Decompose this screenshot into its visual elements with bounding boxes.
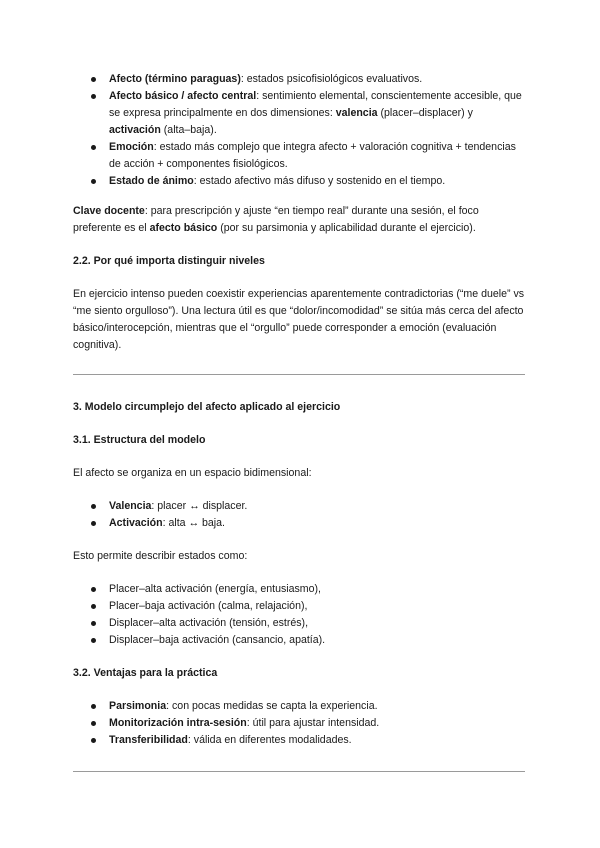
definition: : placer ↔ displacer. [151, 500, 248, 512]
section-heading-3-1: 3.1. Estructura del modelo [73, 434, 206, 446]
dimensions-list [73, 498, 525, 532]
key-note-paragraph [73, 203, 525, 237]
term: Transferibilidad [109, 734, 188, 746]
list-item [73, 698, 525, 715]
term: Activación [109, 517, 163, 529]
term: valencia [335, 107, 378, 119]
paragraph-3-1: El afecto se organiza en un espacio bidimensional: [73, 467, 312, 479]
states-list [73, 581, 525, 649]
list-item: Placer–baja activación (calma, relajación), [73, 598, 525, 615]
paragraph-2-2: En ejercicio intenso pueden coexistir experiencias aparentemente contradictorias (“me duele” vs “me siento orgulloso”). Una lectura útil es que “dolor/incomodidad” se sitúa más cerca del afecto básico/interocepción, mientras que el “orgullo” puede corresponder a emoción (evaluación cognitiva). [73, 288, 525, 351]
definition: : sentimiento elemental, conscientemente accesible, que se expresa principalmente en dos dimensiones: [109, 90, 522, 119]
definition: : estados psicofisiológicos evaluativos. [240, 73, 423, 85]
text: (por su parsimonia y aplicabilidad durante el ejercicio). [217, 222, 476, 234]
definition: : estado afectivo más difuso y sostenido en el tiempo. [193, 175, 446, 187]
term: afecto básico [149, 222, 218, 234]
affect-levels-list [73, 71, 525, 190]
list-item [73, 732, 525, 749]
text: : para prescripción y ajuste “en tiempo real” durante una sesión, el foco preferente es el [73, 205, 479, 234]
term: Monitorización intra-sesión [109, 717, 247, 729]
advantages-list [73, 698, 525, 749]
term: Estado de ánimo [109, 175, 194, 187]
term: Afecto básico / afecto central [109, 90, 257, 102]
list-item [73, 498, 525, 515]
section-heading-3-2: 3.2. Ventajas para la práctica [73, 667, 218, 679]
term: Valencia [109, 500, 152, 512]
list-item [73, 173, 525, 190]
section-heading-3: 3. Modelo circumplejo del afecto aplicado al ejercicio [73, 401, 341, 413]
list-item: Displacer–baja activación (cansancio, apatía). [73, 632, 525, 649]
key-note-label: Clave docente [73, 205, 145, 217]
definition: (placer–displacer) y [377, 107, 473, 119]
list-item [73, 88, 525, 139]
document-content [73, 71, 525, 772]
term: Emoción [109, 141, 154, 153]
list-item [73, 71, 525, 88]
list-item [73, 515, 525, 532]
definition: : alta ↔ baja. [162, 517, 225, 529]
definition: : válida en diferentes modalidades. [187, 734, 352, 746]
section-divider [73, 771, 525, 772]
term: Parsimonia [109, 700, 167, 712]
section-heading-2-2: 2.2. Por qué importa distinguir niveles [73, 255, 265, 267]
definition: (alta–baja). [160, 124, 217, 136]
list-item [73, 139, 525, 173]
definition: : útil para ajustar intensidad. [246, 717, 380, 729]
list-item: Placer–alta activación (energía, entusiasmo), [73, 581, 525, 598]
term: activación [109, 124, 161, 136]
list-item [73, 715, 525, 732]
definition: : con pocas medidas se capta la experiencia. [166, 700, 378, 712]
list-item: Displacer–alta activación (tensión, estrés), [73, 615, 525, 632]
term: Afecto (término paraguas) [109, 73, 241, 85]
definition: : estado más complejo que integra afecto + valoración cognitiva + tendencias de acción + componentes fisiológicos. [109, 141, 516, 170]
states-intro: Esto permite describir estados como: [73, 550, 248, 562]
